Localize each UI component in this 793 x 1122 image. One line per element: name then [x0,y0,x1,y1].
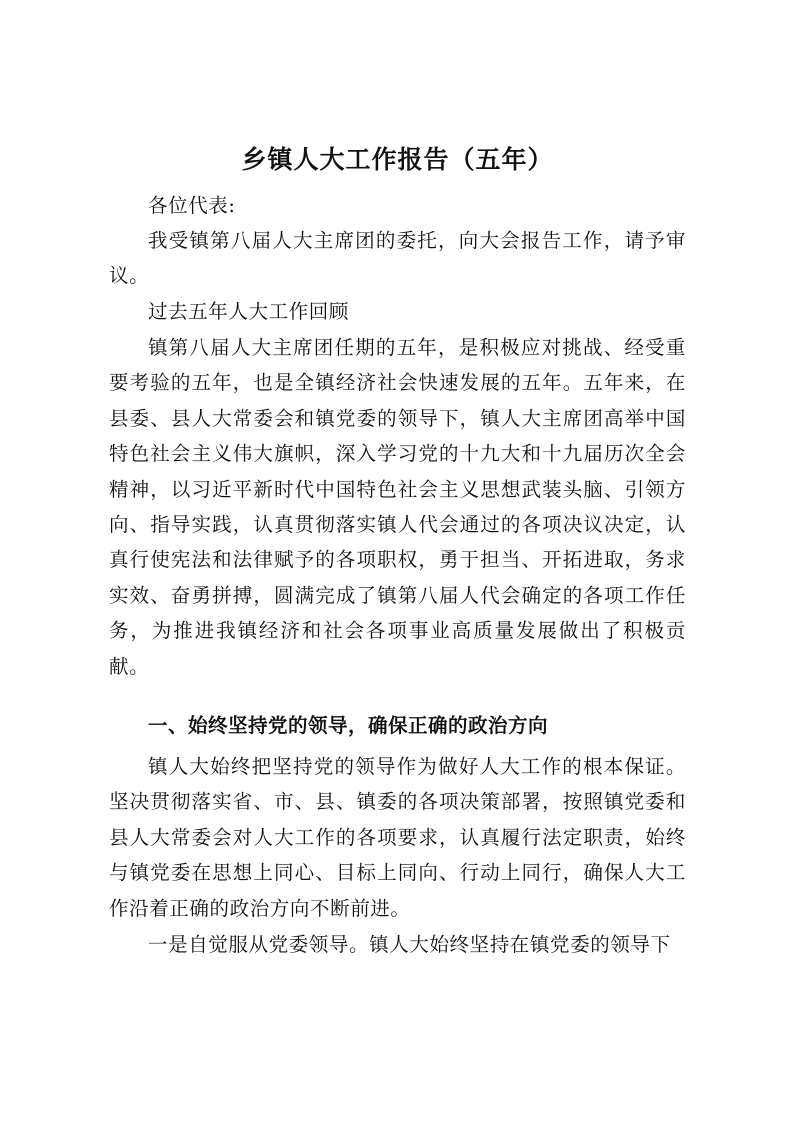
section-paragraph: 一是自觉服从党委领导。镇人大始终坚持在镇党委的领导下 [148,933,671,956]
review-heading-paragraph: 过去五年人大工作回顾 [148,300,350,323]
opening-paragraph: 我受镇第八届人大主席团的委托，向大会报告工作，请予审议。 [109,229,686,288]
review-summary-paragraph: 镇第八届人大主席团任期的五年，是积极应对挑战、经受重要考验的五年，也是全镇经济社会快速发展的五年。五年来，在县委、县人大常委会和镇党委的领导下，镇人大主席团高举中国特色社会主义伟大旗帜，深入学习党的十九大和十九届历次全会精神，以习近平新时代中国特色社会主义思想武装头脑、引领方向、指导实践，认真贯彻落实镇人代会通过的各项决议决定，认真行使宪法和法律赋予的各项职权，勇于担当、开拓进取，务求实效、奋勇拼搏，圆满完成了镇第八届人代会确定的各项工作任务，为推进我镇经济和社会各项事业高质量发展做出了积极贡献。 [109,336,686,678]
section-paragraph: 镇人大始终把坚持党的领导作为做好人大工作的根本保证。坚决贯彻落实省、市、县、镇委的各项决策部署，按照镇党委和县人大常委会对人大工作的各项要求，认真履行法定职责，始终与镇党委在思想上同心、目标上同向、行动上同行，确保人大工作沿着正确的政治方向不断前进。 [109,755,686,920]
section-heading: 一、始终坚持党的领导，确保正确的政治方向 [148,714,549,737]
salutation-paragraph: 各位代表: [148,194,236,217]
document-title: 乡镇人大工作报告（五年） [241,145,554,174]
